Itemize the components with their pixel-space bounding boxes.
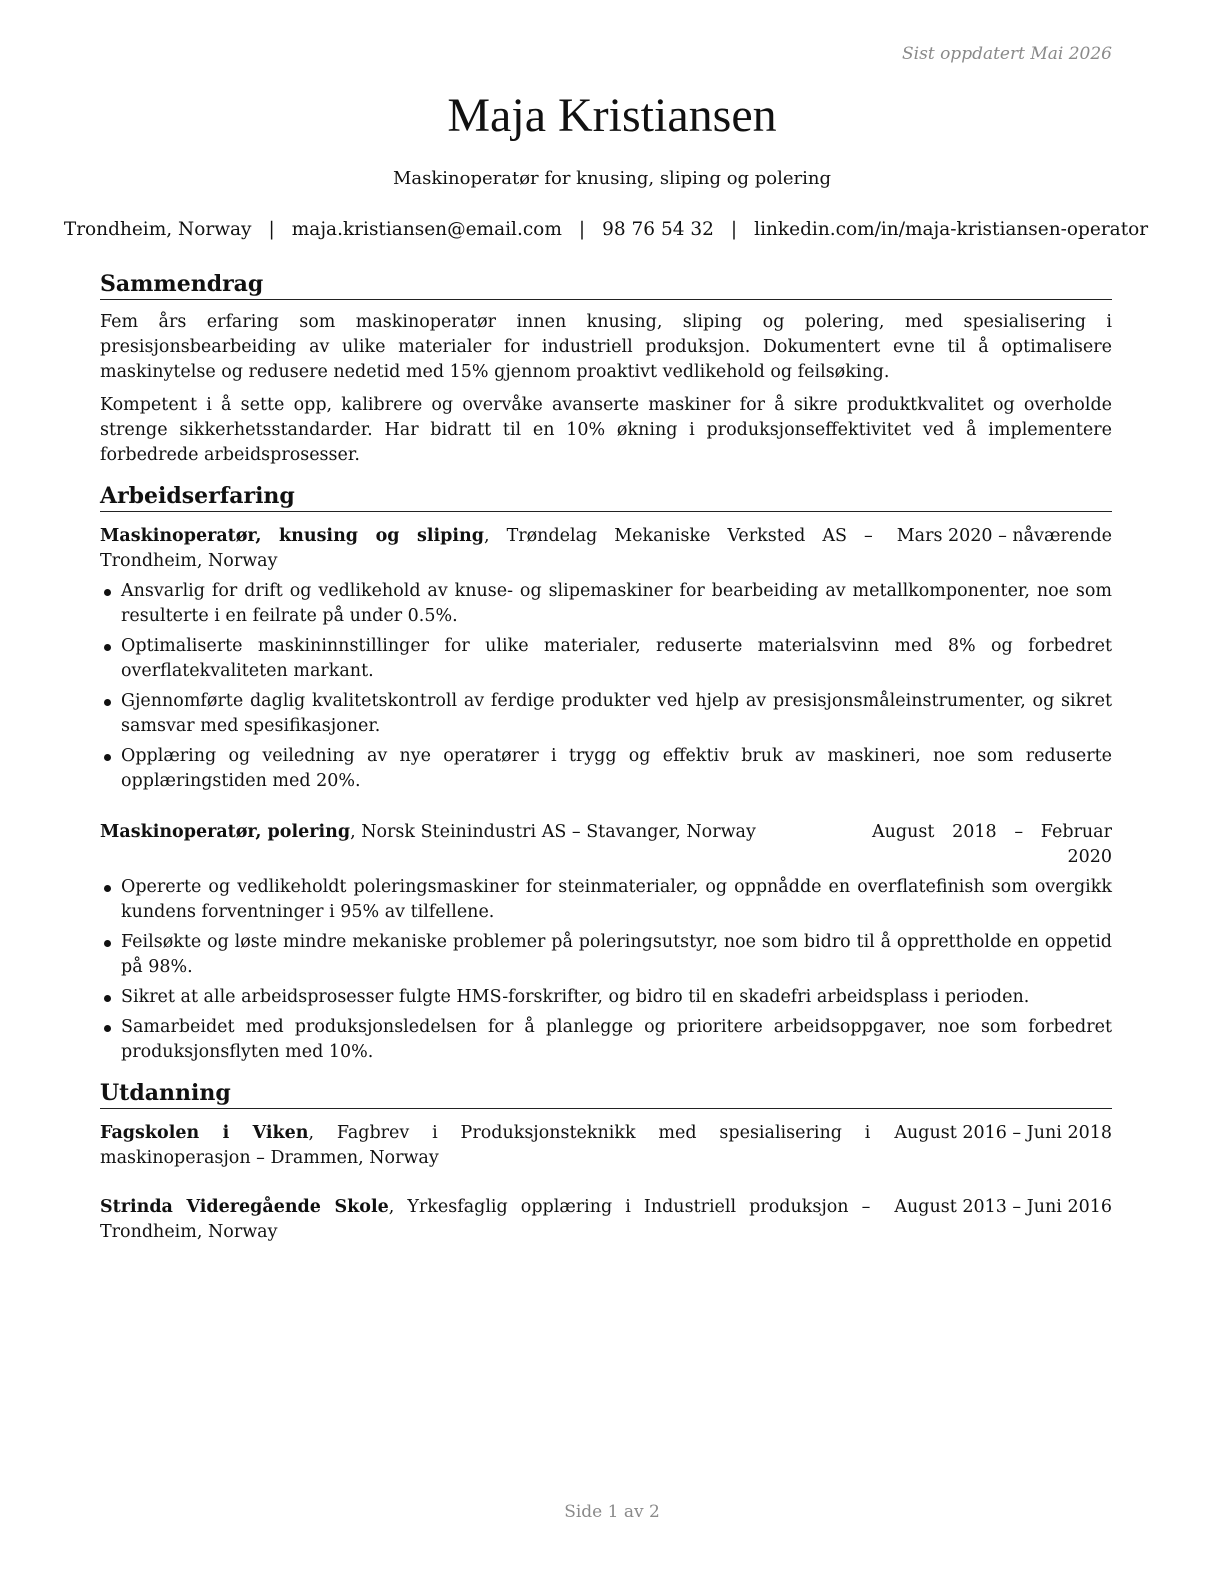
- education-details: , Fagbrev i Produksjonsteknikk med spesialisering i maskinoperasjon – Drammen, Norway: [100, 1123, 871, 1168]
- section-title-education: Utdanning: [100, 1079, 1112, 1109]
- contact-line: [63, 219, 1149, 240]
- list-item: Gjennomførte daglig kvalitetskontroll av ferdige produkter ved hjelp av presisjonsmåleinstrumenter, og sikret samsvar med spesifikasjoner.: [100, 689, 1112, 739]
- education-dates: August 2013 – Juni 2016: [894, 1197, 1112, 1217]
- job-entry: [100, 820, 1112, 1065]
- resume-content: [100, 270, 1112, 1259]
- job-bullets: [100, 875, 1112, 1065]
- job-entry: [100, 524, 1112, 794]
- education-dates: August 2016 – Juni 2018: [894, 1123, 1112, 1143]
- list-item: Ansvarlig for drift og vedlikehold av knuse- og slipemaskiner for bearbeiding av metallkomponenter, noe som resulterte i en feilrate på under 0.5%.: [100, 579, 1112, 629]
- headline: Maskinoperatør for knusing, sliping og polering: [392, 168, 832, 189]
- section-title-experience: Arbeidserfaring: [100, 482, 1112, 512]
- job-bullets: [100, 579, 1112, 794]
- contact-separator: |: [730, 219, 738, 240]
- list-item: Feilsøkte og løste mindre mekaniske problemer på poleringsutstyr, noe som bidro til å opprettholde en oppetid på 98%.: [100, 930, 1112, 980]
- job-dates: August 2018 – Februar 2020: [872, 822, 1112, 867]
- job-header: [100, 524, 1112, 574]
- contact-location: Trondheim, Norway: [63, 219, 252, 240]
- education-header: [100, 1121, 1112, 1171]
- education-entry: [100, 1195, 1112, 1245]
- list-item: Samarbeidet med produksjonsledelsen for å planlegge og prioritere arbeidsoppgaver, noe som forbedret produksjonsflyten med 10%.: [100, 1015, 1112, 1065]
- education-title-line: [100, 1121, 894, 1171]
- list-item: Sikret at alle arbeidsprosesser fulgte HMS-forskrifter, og bidro til en skadefri arbeidsplass i perioden.: [100, 985, 1112, 1010]
- list-item: Opplæring og veiledning av nye operatører i trygg og effektiv bruk av maskineri, noe som reduserte opplæringstiden med 20%.: [100, 744, 1112, 794]
- education-entry: [100, 1121, 1112, 1171]
- contact-phone: 98 76 54 32: [602, 219, 714, 240]
- contact-linkedin[interactable]: linkedin.com/in/maja-kristiansen-operator: [754, 219, 1149, 240]
- job-details: , Trøndelag Mekaniske Verksted AS – Trondheim, Norway: [100, 526, 873, 571]
- candidate-name: Maja Kristiansen: [447, 89, 777, 142]
- school-name: Strinda Videregående Skole: [100, 1197, 389, 1217]
- education-title-line: [100, 1195, 894, 1245]
- section-title-summary: Sammendrag: [100, 270, 1112, 300]
- job-header: [100, 820, 1112, 870]
- page-number: Side 1 av 2: [564, 1502, 660, 1522]
- summary-paragraph: Kompetent i å sette opp, kalibrere og overvåke avanserte maskiner for å sikre produktkvalitet og overholde strenge sikkerhetsstandarder. Har bidratt til en 10% økning i produksjonseffektivitet ved å implementere forbedrede arbeidsprosesser.: [100, 395, 1112, 465]
- list-item: Opererte og vedlikeholdt poleringsmaskiner for steinmaterialer, og oppnådde en overflatefinish som overgikk kundens forventninger i 95% av tilfellene.: [100, 875, 1112, 925]
- summary-section: [100, 270, 1112, 468]
- job-role: Maskinoperatør, knusing og sliping: [100, 526, 485, 546]
- job-details: , Norsk Steinindustri AS – Stavanger, Norway: [350, 822, 756, 842]
- job-role: Maskinoperatør, polering: [100, 822, 351, 842]
- contact-separator: |: [268, 219, 275, 240]
- job-title-line: [100, 820, 872, 845]
- job-dates: Mars 2020 – nåværende: [896, 526, 1112, 546]
- contact-email[interactable]: maja.kristiansen@email.com: [291, 219, 562, 240]
- education-section: [100, 1079, 1112, 1245]
- school-name: Fagskolen i Viken: [100, 1123, 309, 1143]
- last-updated: Sist oppdatert Mai 2026: [902, 44, 1112, 64]
- job-title-line: [100, 524, 897, 574]
- experience-section: [100, 482, 1112, 1065]
- education-details: , Yrkesfaglig opplæring i Industriell produksjon – Trondheim, Norway: [100, 1197, 871, 1242]
- contact-separator: |: [578, 219, 586, 240]
- summary-paragraph: Fem års erfaring som maskinoperatør innen knusing, sliping og polering, med spesialisering i presisjonsbearbeiding av ulike materialer for industriell produksjon. Dokumentert evne til å optimalisere maskinytelse og redusere nedetid med 15% gjennom proaktivt vedlikehold og feilsøking.: [100, 312, 1112, 382]
- list-item: Optimaliserte maskininnstillinger for ulike materialer, reduserte materialsvinn med 8% og forbedret overflatekvaliteten markant.: [100, 634, 1112, 684]
- education-header: [100, 1195, 1112, 1245]
